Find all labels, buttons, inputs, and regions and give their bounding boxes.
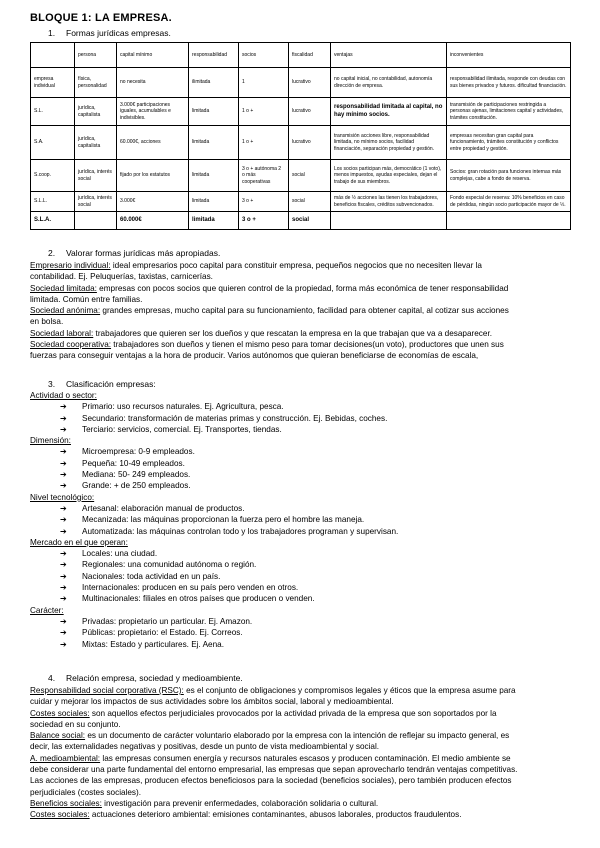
list-item <box>30 469 570 480</box>
valorar-line <box>30 283 570 294</box>
table-cell: lucrativo <box>289 68 331 98</box>
table-cell: física, personalidad <box>75 68 117 98</box>
list-item <box>30 413 570 424</box>
arrow-bullet-icon: ➔ <box>60 571 67 581</box>
list-item-text: Mediana: 50- 249 empleados. <box>82 470 191 480</box>
relacion-text: cuidar y mejorar los impactos de sus actividades sobre los ámbitos social, laboral y medioambiental. <box>30 697 394 707</box>
valorar-term: Empresario individual: <box>30 261 111 270</box>
table-cell: fijado por los estatutos <box>117 160 189 192</box>
list-item-text: Automatizada: las máquinas controlan todo y los trabajadores programan y supervisan. <box>82 526 399 536</box>
table-cell: ilimitada <box>189 68 239 98</box>
list-item-text: Internacionales: producen en su país pero venden en otros. <box>82 583 299 593</box>
valorar-text: fuerzas para conseguir ventajas a la hora de producir. Varios autónomos que quieran beneficiarse de economías de escala, <box>30 351 479 361</box>
list-item-text: Locales: una ciudad. <box>82 549 158 559</box>
table-cell: 3.000€ <box>117 192 189 212</box>
arrow-bullet-icon: ➔ <box>60 526 67 536</box>
arrow-bullet-icon: ➔ <box>60 424 67 434</box>
relacion-line <box>30 798 570 809</box>
table-header-cell: socios <box>239 43 289 68</box>
valorar-line <box>30 294 570 305</box>
table-cell: jurídica, interés social <box>75 192 117 212</box>
table-cell: Fondo especial de reserva: 10% beneficios en caso de pérdidas, ningún socio participación mayor de ½. <box>447 192 571 212</box>
valorar-line <box>30 328 570 339</box>
table-cell: no capital inicial, no contabilidad, autonomía dirección de empresa. <box>331 68 447 98</box>
valorar-text: grandes empresas, mucho capital para su funcionamiento, facilidad para obtener capital, al cotizar sus acciones <box>100 306 509 316</box>
valorar-text: en bolsa. <box>30 317 64 327</box>
arrow-bullet-icon: ➔ <box>60 481 67 491</box>
arrow-bullet-icon: ➔ <box>60 458 67 468</box>
valorar-line <box>30 316 570 327</box>
table-cell: más de ½ acciones las tienen los trabajadores, beneficios fiscales, créditos subvencionados. <box>331 192 447 212</box>
relacion-text: las empresas consumen energía y recursos naturales escasos y producen contaminación. El medio ambiente se <box>100 753 511 763</box>
table-cell: social <box>289 160 331 192</box>
relacion-block <box>30 685 570 821</box>
list-item <box>30 559 570 570</box>
relacion-line <box>30 708 570 719</box>
table-row <box>31 98 571 126</box>
valorar-text: trabajadores que quieren ser los dueños y que rescatan la empresa en la que trabajan que va a desaparecer. <box>93 328 493 338</box>
table-cell: Los socios participan más, democrático (1 voto), menos impuestos, ayudas especiales, dejan el trabajo de sus miembros. <box>331 160 447 192</box>
table-row <box>31 192 571 212</box>
table-cell: empresa individual <box>31 68 75 98</box>
table-cell: responsabilidad ilimitada, responde con deudas con sus bienes privados y futuros. dificultad financiación. <box>447 68 571 98</box>
relacion-line <box>30 685 570 696</box>
section-1-heading: 1. Formas jurídicas empresas. <box>48 28 171 38</box>
clasificacion-block <box>30 390 570 650</box>
list-item-text: Secundario: transformación de materias primas y construcción. Ej. Bebidas, coches. <box>82 413 388 423</box>
arrow-bullet-icon: ➔ <box>60 413 67 423</box>
list-item-text: Mecanizada: las máquinas proporcionan la fuerza pero el hombre las maneja. <box>82 515 365 525</box>
table-header-row <box>31 43 571 68</box>
relacion-line <box>30 775 570 786</box>
list-item-text: Microempresa: 0-9 empleados. <box>82 447 195 457</box>
valorar-text: contabilidad. Ej. Peluquerías, taxistas, carnicerías. <box>30 272 213 282</box>
list-item <box>30 526 570 537</box>
valorar-line <box>30 260 570 271</box>
list-item <box>30 548 570 559</box>
list-item <box>30 446 570 457</box>
list-item <box>30 582 570 593</box>
table-cell: 3.000€ participaciones iguales, acumulables e indivisibles. <box>117 98 189 126</box>
list-item <box>30 424 570 435</box>
arrow-bullet-icon: ➔ <box>60 594 67 604</box>
table-cell: 3 o + <box>239 192 289 212</box>
arrow-bullet-icon: ➔ <box>60 402 67 412</box>
section-3-heading: 3. Clasificación empresas: <box>48 379 156 389</box>
list-item-text: Mixtas: Estado y particulares. Ej. Aena. <box>82 639 224 649</box>
valorar-text: ideal empresarios poco capital para constituir empresa, pequeños negocios que no necesiten llevar la <box>110 261 482 270</box>
table-header-cell: fiscalidad <box>289 43 331 68</box>
table-row <box>31 160 571 192</box>
relacion-line <box>30 787 570 798</box>
list-item-text: Artesanal: elaboración manual de productos. <box>82 503 245 513</box>
table-cell: social <box>289 192 331 212</box>
table-header-cell <box>31 43 75 68</box>
arrow-bullet-icon: ➔ <box>60 503 67 513</box>
relacion-term: Costes sociales: <box>30 708 90 718</box>
relacion-text: son aquellos efectos perjudiciales provocados por la actividad privada de la empresa que son soportados por la <box>89 708 497 718</box>
list-item <box>30 639 570 650</box>
list-item-text: Nacionales: toda actividad en un país. <box>82 571 221 581</box>
table-cell: limitada <box>189 126 239 160</box>
arrow-bullet-icon: ➔ <box>60 560 67 570</box>
list-item <box>30 401 570 412</box>
table-cell: social <box>289 212 331 230</box>
category-heading: Nivel tecnológico: <box>30 492 95 502</box>
arrow-bullet-icon: ➔ <box>60 447 67 457</box>
table-cell: 1 o + <box>239 98 289 126</box>
relacion-text: Las acciones de las empresas, producen efectos beneficiosos para la sociedad (beneficios sociales), pero también producen efectos <box>30 776 512 786</box>
list-item <box>30 627 570 638</box>
table-cell: lucrativo <box>289 126 331 160</box>
list-item <box>30 571 570 582</box>
list-item <box>30 593 570 604</box>
table-cell: transmisión de participaciones restringida a personas ajenas, limitaciones capital y actividades, trámites constitución. <box>447 98 571 126</box>
relacion-term: Beneficios sociales: <box>30 798 102 808</box>
table-header-cell: ventajas <box>331 43 447 68</box>
table-row <box>31 126 571 160</box>
table-cell: limitada <box>189 192 239 212</box>
table-cell: 60.000€, acciones <box>117 126 189 160</box>
table-cell: S.L.L. <box>31 192 75 212</box>
table-cell: lucrativo <box>289 98 331 126</box>
valorar-line <box>30 350 570 361</box>
table-cell: transmisión acciones libre, responsabilidad limitada, no mínimo socios, facilidad financiación, separación propiedad y gestión. <box>331 126 447 160</box>
valorar-text: trabajadores son dueños y tienen el mismo peso para tomar decisiones(un voto), productores que unen sus <box>111 340 504 350</box>
arrow-bullet-icon: ➔ <box>60 470 67 480</box>
legal-forms-table <box>30 42 571 230</box>
relacion-term: A. medioambiental: <box>30 753 101 763</box>
list-item <box>30 458 570 469</box>
relacion-text: debe considerar una parte fundamental del entorno empresarial, las empresas que sepan aprovecharlo tendrán ventajas competitivas. <box>30 765 518 775</box>
relacion-text: decir, las externalidades negativas y positivas, desde un punto de vista medioambiental y social. <box>30 742 380 752</box>
section-4-heading: 4. Relación empresa, sociedad y medioambiente. <box>48 673 243 683</box>
table-cell: limitada <box>189 98 239 126</box>
relacion-text: actuaciones deterioro ambiental: emisiones contaminantes, abusos laborales, productos fraudulentos. <box>89 810 462 820</box>
relacion-line <box>30 741 570 752</box>
table-header-cell: capital mínimo <box>117 43 189 68</box>
table-cell <box>75 212 117 230</box>
relacion-line <box>30 753 570 764</box>
list-item <box>30 514 570 525</box>
table-row <box>31 68 571 98</box>
list-item <box>30 480 570 491</box>
relacion-text: es un documento de carácter voluntario elaborado por la empresa con la intención de reflejar su impacto general, es <box>85 731 510 741</box>
relacion-text: es el conjunto de obligaciones y compromisos legales y éticos que la empresa asume para <box>183 686 516 695</box>
relacion-term: Costes sociales: <box>30 810 90 820</box>
category-heading: Carácter: <box>30 605 64 615</box>
table-row <box>31 212 571 230</box>
list-item-text: Privadas: propietario un particular. Ej. Amazon. <box>82 616 253 626</box>
table-cell: 1 <box>239 68 289 98</box>
arrow-bullet-icon: ➔ <box>60 583 67 593</box>
table-header-cell: inconvenientes <box>447 43 571 68</box>
table-cell: 3 o + <box>239 212 289 230</box>
table-cell: limitada <box>189 160 239 192</box>
relacion-text: perjudiciales (costes sociales). <box>30 787 142 797</box>
category-heading: Dimensión: <box>30 436 71 446</box>
valorar-text: limitada. Común entre familias. <box>30 294 143 304</box>
table-cell: 3 o + autónoma 2 o más cooperativas <box>239 160 289 192</box>
relacion-text: sociedad en su conjunto. <box>30 719 121 729</box>
table-cell <box>331 212 447 230</box>
table-cell: jurídica, interés social <box>75 160 117 192</box>
table-cell: empresas necesitan gran capital para funcionamiento, trámites constitución y conflictos entre propiedad y gestión. <box>447 126 571 160</box>
relacion-line <box>30 809 570 820</box>
valorar-term: Sociedad cooperativa: <box>30 340 112 350</box>
section-2-heading: 2. Valorar formas jurídicas más apropiadas. <box>48 248 221 258</box>
list-item-text: Regionales: una comunidad autónoma o región. <box>82 560 257 570</box>
table-cell: S.L. <box>31 98 75 126</box>
relacion-line <box>30 696 570 707</box>
list-item-text: Grande: + de 250 empleados. <box>82 481 191 491</box>
arrow-bullet-icon: ➔ <box>60 628 67 638</box>
relacion-term: Balance social: <box>30 731 86 741</box>
list-item-text: Públicas: propietario: el Estado. Ej. Correos. <box>82 628 243 638</box>
table-cell: 1 o + <box>239 126 289 160</box>
relacion-text: investigación para prevenir enfermedades, colaboración solidaria o cultural. <box>101 798 379 808</box>
table-cell: Socios: gran rotación para funciones internas más complejas, cabe a fondo de reserva. <box>447 160 571 192</box>
table-cell: S.L.A. <box>31 212 75 230</box>
table-cell: S.A. <box>31 126 75 160</box>
table-cell: responsabilidad limitada al capital, no hay mínimo socios. <box>331 98 447 126</box>
table-cell: 60.000€ <box>117 212 189 230</box>
table-cell: no necesita <box>117 68 189 98</box>
list-item-text: Terciario: servicios, comercial. Ej. Transportes, tiendas. <box>82 424 282 434</box>
table-cell <box>447 212 571 230</box>
arrow-bullet-icon: ➔ <box>60 515 67 525</box>
table-header-cell: persona <box>75 43 117 68</box>
valorar-term: Sociedad laboral: <box>30 328 94 338</box>
list-item <box>30 616 570 627</box>
category-heading: Mercado en el que operan: <box>30 537 128 547</box>
table-cell: limitada <box>189 212 239 230</box>
list-item-text: Multinacionales: filiales en otros países que producen o venden. <box>82 594 315 604</box>
arrow-bullet-icon: ➔ <box>60 616 67 626</box>
table-cell: S.coop. <box>31 160 75 192</box>
valorar-text: empresas con pocos socios que quieren control de la propiedad, forma más económica de tener responsabilidad <box>96 283 509 293</box>
relacion-line <box>30 730 570 741</box>
list-item-text: Primario: uso recursos naturales. Ej. Agricultura, pesca. <box>82 402 284 412</box>
valorar-line <box>30 271 570 282</box>
page-title: BLOQUE 1: LA EMPRESA. <box>30 12 172 24</box>
valorar-line <box>30 305 570 316</box>
valorar-line <box>30 339 570 350</box>
arrow-bullet-icon: ➔ <box>60 639 67 649</box>
relacion-line <box>30 719 570 730</box>
category-heading: Actividad o sector: <box>30 391 97 400</box>
table-header-cell: responsabilidad <box>189 43 239 68</box>
valorar-block <box>30 260 570 362</box>
valorar-term: Sociedad anónima: <box>30 306 101 316</box>
list-item-text: Pequeña: 10-49 empleados. <box>82 458 185 468</box>
relacion-term: Responsabilidad social corporativa (RSC): <box>30 686 184 695</box>
list-item <box>30 503 570 514</box>
valorar-term: Sociedad limitada: <box>30 283 97 293</box>
relacion-line <box>30 764 570 775</box>
arrow-bullet-icon: ➔ <box>60 549 67 559</box>
table-cell: jurídica, capitalista <box>75 126 117 160</box>
table-cell: jurídica, capitalista <box>75 98 117 126</box>
